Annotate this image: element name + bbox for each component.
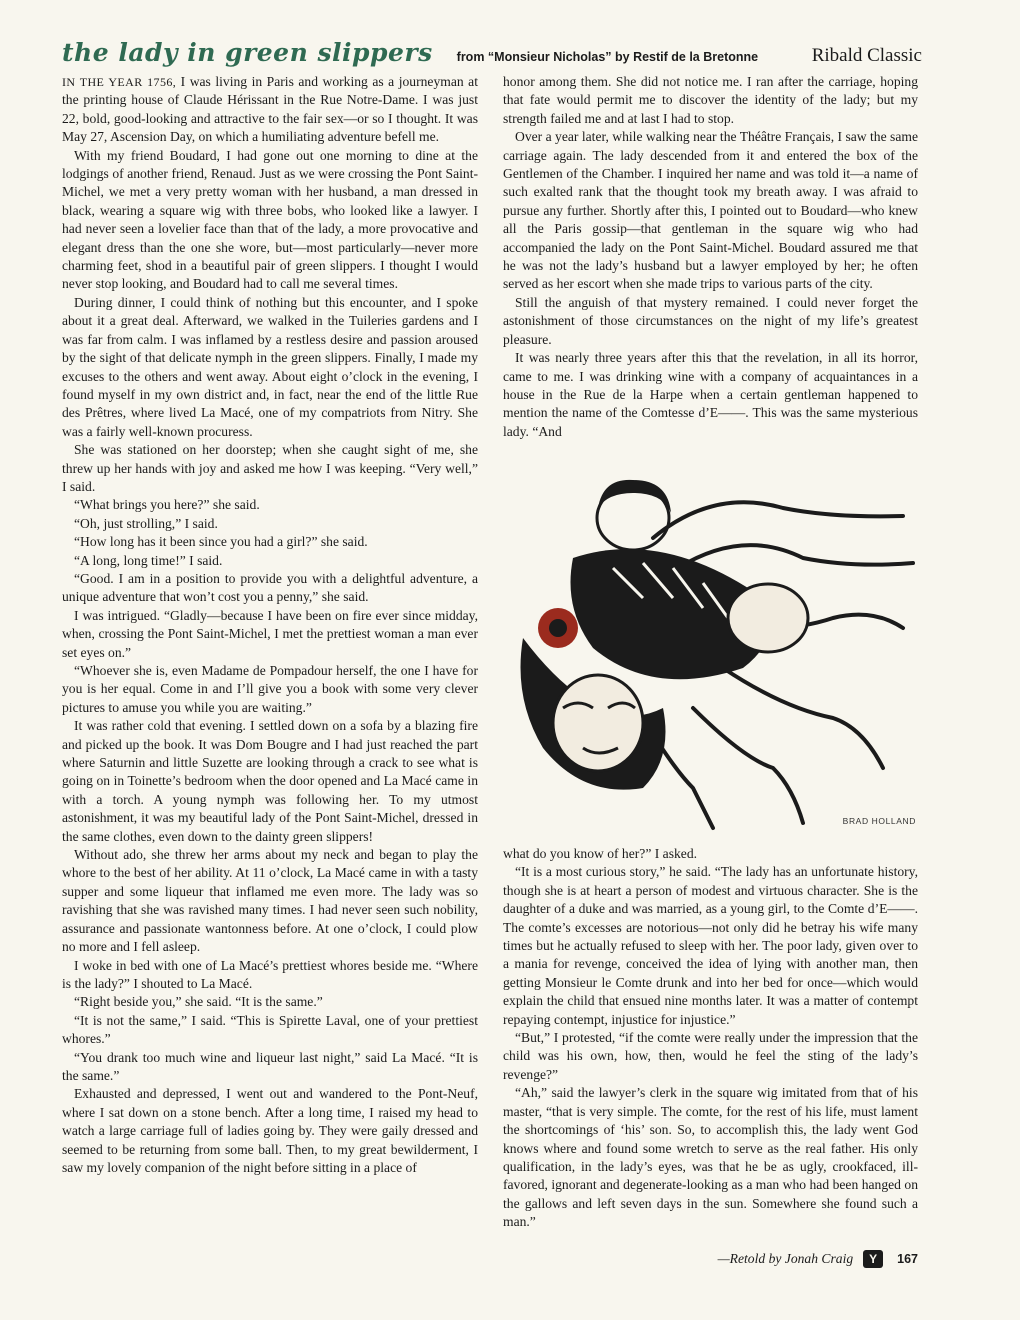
paragraph: “You drank too much wine and liqueur last night,” said La Macé. “It is the same.” bbox=[62, 1049, 478, 1083]
paragraph: It was rather cold that evening. I settled down on a sofa by a blazing fire and picked up the book. It was Dom Bougre and I had just reached the part where Saturnin and little Suzette are looking through a crack to see what is going on in Toinette’s bedroom when the door opened and La Macé came in with a torch. A young nymph was following her. To my utmost astonishment, it was my beautiful lady of the Pont Saint-Michel, dressed in the same clothes, even down to the dainty green slippers! bbox=[62, 718, 478, 844]
series-label: Ribald Classic bbox=[811, 45, 922, 66]
paragraph: With my friend Boudard, I had gone out one morning to dine at the lodgings of another friend, Renaud. Just as we were crossing the Pont Saint-Michel, we met a very pretty woman with her husband, a man dressed in black, wearing a square wig with three bobs, who looked like a lawyer. I had never seen a lovelier face than that of the lady, a more provocative and elegant dress than the one she wore, but—most particularly—never more charming feet, shod in a beautiful pair of green slippers. I thought I would never stop looking, and Boudard had to call me several times. bbox=[62, 147, 478, 292]
paragraph: Exhausted and depressed, I went out and wandered to the Pont-Neuf, where I sat down on a stone bench. After a long time, I raised my head to watch a large carriage full of ladies going by. They were gaily dressed and seemed to be returning from some ball. Then, to my great bewilderment, I saw my lovely companion of the night before sitting in a place of bbox=[62, 1086, 478, 1175]
right-column-bottom bbox=[503, 845, 918, 1265]
paragraph: what do you know of her?” I asked. bbox=[503, 846, 698, 861]
paragraph: “How long has it been since you had a girl?” she said. bbox=[74, 534, 368, 550]
byline: —Retold by Jonah Craig bbox=[717, 1251, 854, 1266]
paragraph: During dinner, I could think of nothing but this encounter, and I spoke about it a great deal. Afterward, we walked in the Tuileries gardens and I was far from calm. I was inflamed by a restless desire and passion aroused by the sight of that delicate nymph in the green slippers. Finally, I made my excuses to the others and went away. About eight o’clock in the evening, I found myself in my own district and, in fact, near the end of the little Rue des Prêtres, where lived La Macé, one of my compatriots from Nitry. She was a fairly well-known procuress. bbox=[62, 294, 478, 439]
story-header bbox=[62, 38, 922, 72]
paragraph: “Ah,” said the lawyer’s clerk in the square wig imitated from that of his master, “that is very simple. The comte, for the rest of his life, must lament the shortcomings of ‘his’ son. So, to accomplish this, the lady went God knows where and found some wretch to serve as the real father. His only qualification, in the lady’s eyes, was that he be as ugly, crookfaced, ill-favored, ignorant and degenerate-looking as a man who had been hanged on the gallows and left seven days in the sun. Somewhere she found such a man.” bbox=[503, 1085, 918, 1230]
story-source: from “Monsieur Nicholas” by Restif de la Bretonne bbox=[456, 50, 759, 64]
paragraph: She was stationed on her doorstep; when she caught sight of me, she threw up her hands with joy and asked me how I was keeping. “Very well,” I said. bbox=[62, 442, 478, 494]
paragraph: It was nearly three years after this that the revelation, in all its horror, came to me. I was drinking wine with a company of acquaintances in a house in the Rue de la Harpe when a certain gentleman happened to mention the name of the Comtesse d’E——. This was the same mysterious lady. “And bbox=[503, 350, 918, 439]
paragraph: “Good. I am in a position to provide you with a delightful adventure, a unique adventure that won’t cost you a penny,” she said. bbox=[62, 570, 478, 605]
bunny-logo-icon: Y bbox=[863, 1250, 883, 1268]
lead-caps: IN THE YEAR 1756, bbox=[62, 75, 177, 89]
page-number: 167 bbox=[897, 1252, 918, 1266]
illustration-credit: BRAD HOLLAND bbox=[842, 816, 916, 826]
paragraph: “Whoever she is, even Madame de Pompadour herself, the one I have for you is her equal. Come in and I’ll give you a book with some very clever pictures to amuse you while you are waiting.” bbox=[62, 663, 478, 715]
paragraph: I woke in bed with one of La Macé’s prettiest whores beside me. “Where is the lady?” I shouted to La Macé. bbox=[62, 957, 478, 991]
paragraph: honor among them. She did not notice me. I ran after the carriage, hoping that fate would permit me to discover the identity of the lady; but my strength failed me and at last I had to stop. bbox=[503, 74, 918, 126]
paragraph: “A long, long time!” I said. bbox=[74, 552, 223, 568]
right-column-top bbox=[503, 73, 918, 466]
paragraph: “But,” I protested, “if the comte were really under the impression that the child was his own, how, then, would he feel the sting of the lady’s revenge?” bbox=[503, 1030, 918, 1082]
illustration bbox=[503, 468, 918, 840]
paragraph: “It is a most curious story,” he said. “The lady has an unfortunate history, though she is at heart a person of modest and virtuous character. She is the daughter of a duke and was married, as a young girl, to the Comte d’E——. The comte’s excesses are notorious—not only did he betray his wife many times but he actually refused to sleep with her. The poor lady, given over to a mania for revenge, conceived the idea of lying with another man, then getting Monsieur le Comte drunk and into her bed for once—which would explain the child that ensued nine months later. It was a matter of contempt repaying contempt, injustice for injustice.” bbox=[503, 864, 918, 1027]
story-title: the lady in green slippers bbox=[62, 38, 433, 67]
paragraph: Over a year later, while walking near the Théâtre Français, I saw the same carriage again. The lady descended from it and entered the box of the Gentlemen of the Chamber. I inquired her name and was told it—a name of such exalted rank that the thought took my breath away. I was afraid to pursue any further. Shortly after this, I pointed out to Boudard—who knew all the Paris gossip—that gentleman in the square wig who had accompanied the lady on the Pont Saint-Michel. Boudard assured me that he was not the lady’s husband but a lawyer employed by her; he often served as her escort when she made trips to various parts of the city. bbox=[503, 129, 918, 292]
paragraph-text: I was living in Paris and working as a journeyman at the printing house of Claude Hérissant in the Rue Notre-Dame. I was just 22, bold, good-looking and attractive to the fair sex—or so I thought. It was May 27, Ascension Day, on which a humiliating adventure befell me. bbox=[62, 74, 478, 145]
paragraph: “Oh, just strolling,” I said. bbox=[74, 515, 218, 531]
paragraph bbox=[62, 73, 478, 147]
paragraph: Without ado, she threw her arms about my neck and began to play the whore to the best of her ability. At 11 o’clock, La Macé came in with a tasty supper and some liqueur that inflamed me even more. The lady was so ravishing that she was ravished many times. I had never seen such nobility, assurance and passionate wantonness before. At one o’clock, I could plow no more and I fell asleep. bbox=[62, 847, 478, 955]
fly-illustration-icon bbox=[503, 468, 918, 840]
paragraph: I was intrigued. “Gladly—because I have been on fire ever since midday, when, crossing the Pont Saint-Michel, I met the prettiest woman a man ever set eyes on.” bbox=[62, 607, 478, 660]
paragraph: “What brings you here?” she said. bbox=[74, 497, 260, 513]
left-column bbox=[62, 73, 478, 1273]
footer bbox=[503, 1248, 918, 1270]
paragraph: “It is not the same,” I said. “This is Spirette Laval, one of your prettiest whores.” bbox=[62, 1012, 478, 1047]
paragraph: Still the anguish of that mystery remained. I could never forget the astonishment of those circumstances on the night of my life’s greatest pleasure. bbox=[503, 294, 918, 347]
paragraph: “Right beside you,” she said. “It is the same.” bbox=[74, 994, 323, 1010]
